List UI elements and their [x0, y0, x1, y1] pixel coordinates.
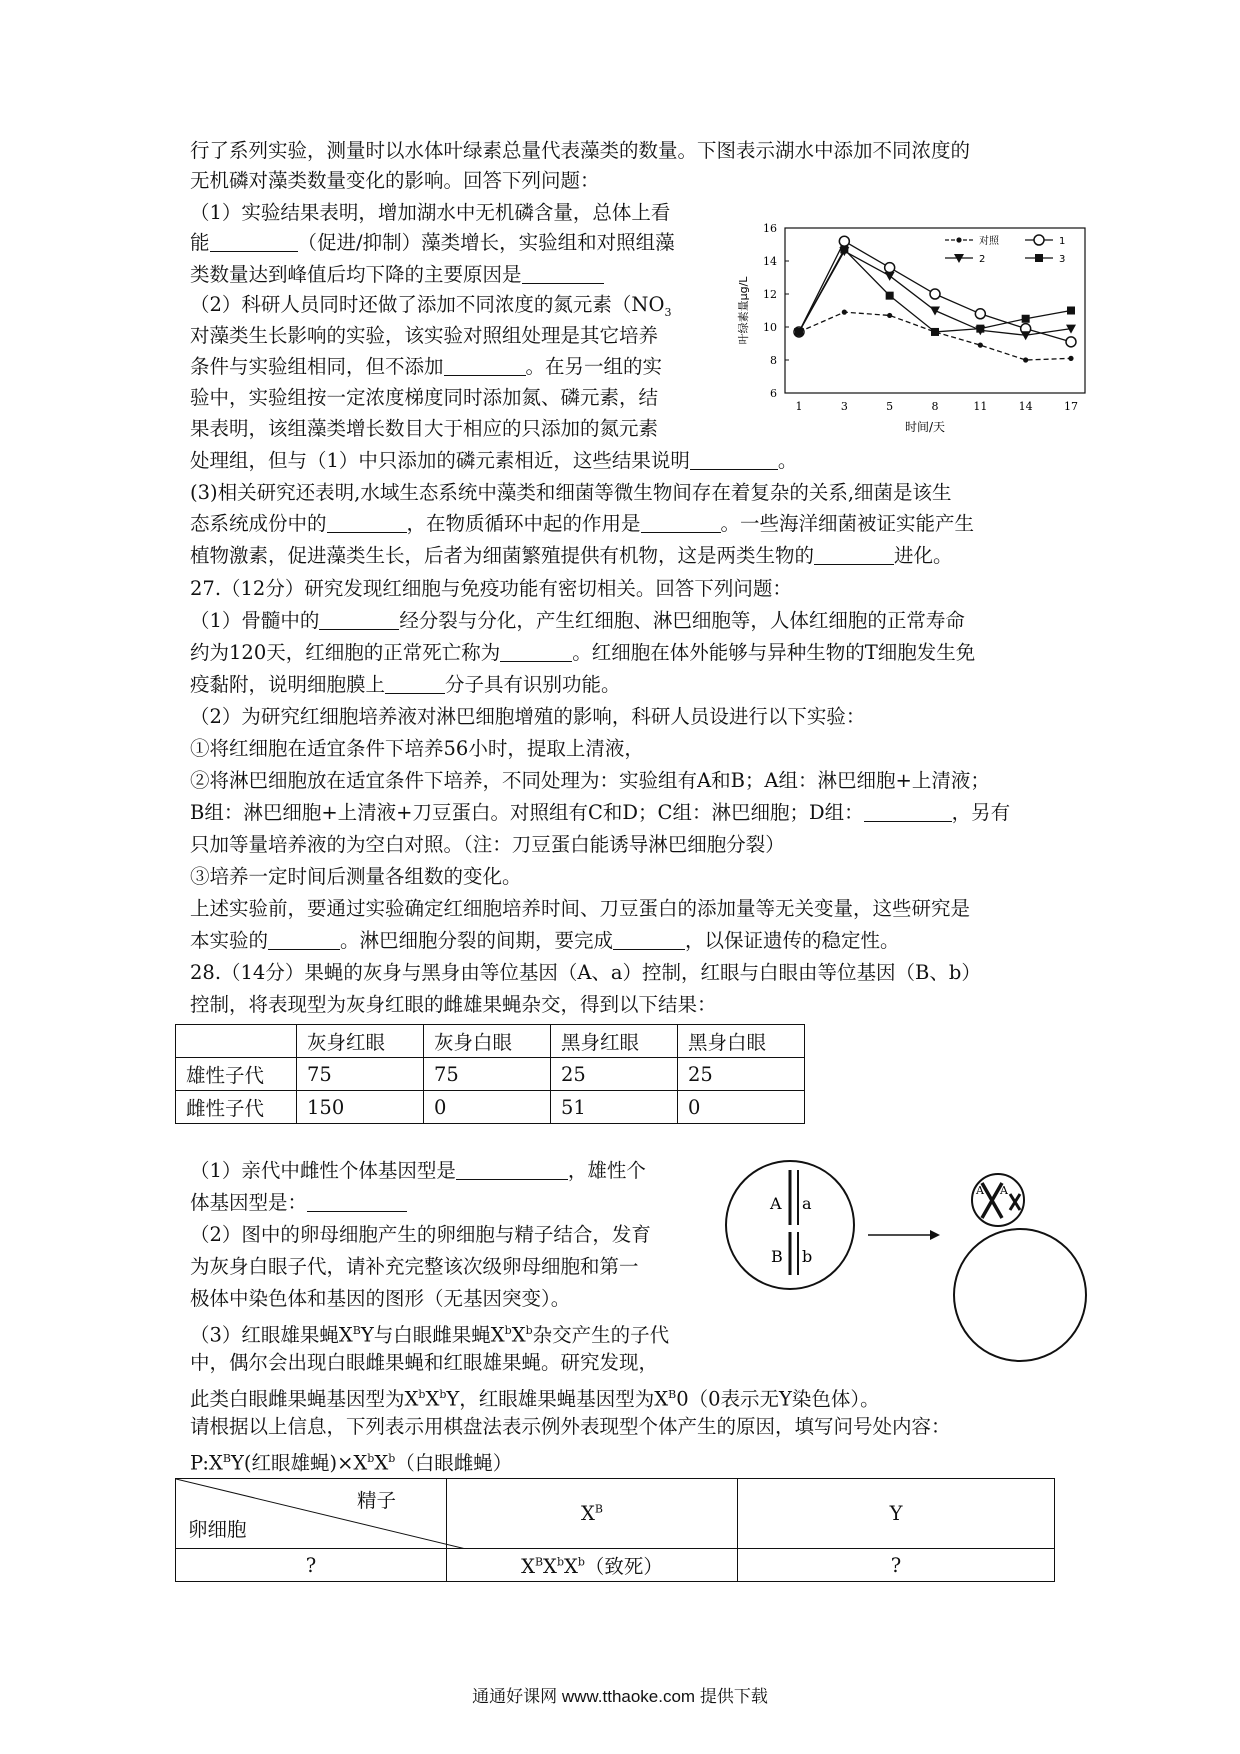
answer-blank: [327, 512, 407, 533]
answer-blank: [613, 929, 685, 950]
table-header-cell: 灰身白眼: [424, 1025, 551, 1058]
x-tick-label: 5: [886, 400, 894, 413]
data-point: [975, 309, 985, 319]
answer-blank: [864, 801, 952, 822]
text-line: ①将红细胞在适宜条件下培养56小时，提取上清液，: [190, 737, 644, 760]
chart-marks: [794, 234, 1076, 363]
table-header-row: [176, 1025, 805, 1058]
chart-frame: [736, 222, 1085, 434]
text-line: 态系统成份中的 ，在物质循环中起的作用是 。一些海洋细菌被证实能产生: [190, 512, 975, 535]
legend-label: 1: [1059, 236, 1066, 247]
table-row: [176, 1058, 805, 1091]
text-line: （1）实验结果表明，增加湖水中无机磷含量，总体上看: [190, 201, 671, 224]
chromosome-x-shape: [1010, 1194, 1020, 1210]
table-row: [176, 1091, 805, 1124]
table-header-cell: 灰身红眼: [297, 1025, 424, 1058]
text-line: （2）为研究红细胞培养液对淋巴细胞增殖的影响，科研人员设进行以下实验：: [190, 705, 866, 728]
y-tick-label: 16: [763, 222, 777, 235]
data-point: [887, 313, 892, 318]
answer-blank: [444, 355, 526, 376]
legend-label: 3: [1059, 254, 1066, 265]
text-line: 无机磷对藻类数量变化的影响。回答下列问题：: [190, 169, 600, 192]
text-line: 果表明，该组藻类增长数目大于相应的只添加的氮元素: [190, 417, 659, 440]
cross-results-table: [175, 1024, 805, 1124]
legend-label: 2: [979, 254, 986, 265]
data-point: [1067, 307, 1075, 315]
text-line: 约为120天，红细胞的正常死亡称为 。红细胞在体外能够与异种生物的T细胞发生免: [190, 641, 976, 664]
text-line: 极体中染色体和基因的图形（无基因突变）。: [190, 1287, 571, 1310]
question-28-title: 28.（14分）果蝇的灰身与黑身由等位基因（A、a）控制，红眼与白眼由等位基因（B、b）: [190, 961, 981, 984]
x-tick-label: 14: [1018, 400, 1033, 413]
answer-blank: [522, 263, 604, 284]
text-line: B组：淋巴细胞+上清液+刀豆蛋白。对照组有C和D；C组：淋巴细胞；D组： ，另有: [190, 801, 1011, 824]
text-line: （3）红眼雄果蝇$X^BY$与白眼雌果蝇$X^bX^b$杂交产生的子代: [190, 1323, 670, 1347]
table-cell: 0: [678, 1091, 805, 1124]
data-point: [1066, 337, 1076, 347]
y-axis-label: 叶绿素量μg/L: [737, 276, 750, 345]
answer-blank: [641, 512, 721, 533]
data-point: [1068, 356, 1073, 361]
data-point: [885, 263, 895, 273]
text-line: 本实验的 。淋巴细胞分裂的间期，要完成 ，以保证遗传的稳定性。: [190, 929, 900, 952]
data-point: [976, 325, 984, 333]
data-point: [1035, 254, 1043, 262]
data-point: [930, 307, 940, 316]
text-line: （1）骨髓中的 经分裂与分化，产生红细胞、淋巴细胞等，人体红细胞的正常寿命: [190, 609, 965, 632]
answer-blank: [456, 1159, 568, 1180]
legend-label: 对照: [979, 236, 999, 247]
text-line: 行了系列实验，测量时以水体叶绿素总量代表藻类的数量。下图表示湖水中添加不同浓度的: [190, 139, 971, 162]
oocyte-division-diagram: [720, 1150, 1100, 1390]
unknown-offspring-cell: ?: [738, 1549, 1055, 1582]
text-line: 疫黏附，说明细胞膜上 分子具有识别功能。: [190, 673, 621, 696]
table-cell: 150: [297, 1091, 424, 1124]
text-line: 条件与实验组相同，但不添加 。在另一组的实: [190, 355, 663, 378]
data-point: [842, 310, 847, 315]
series-line: [799, 312, 1071, 360]
x-tick-label: 11: [973, 400, 988, 413]
x-tick-label: 1: [795, 400, 803, 413]
answer-blank: [385, 673, 445, 694]
text-line: (3)相关研究还表明,水域生态系统中藻类和细菌等微生物间存在着复杂的关系,细菌是该生: [190, 481, 952, 504]
data-point: [795, 328, 803, 336]
y-tick-label: 14: [763, 255, 777, 268]
corner-bottom-label: 卵细胞: [188, 1518, 247, 1541]
data-point: [978, 343, 983, 348]
text-line: $P:X^BY$(红眼雄蝇)$\times X^bX^b$（白眼雌蝇）: [190, 1451, 513, 1475]
allele-label: B: [771, 1247, 783, 1266]
text-line: 控制，将表现型为灰身红眼的雌雄果蝇杂交，得到以下结果：: [190, 993, 717, 1016]
table-cell: 0: [424, 1091, 551, 1124]
table-cell: 雄性子代: [176, 1058, 297, 1091]
table-header-cell: [176, 1025, 297, 1058]
data-point: [1022, 315, 1030, 323]
text-line: 体基因型是：: [190, 1190, 407, 1216]
table-cell: 雌性子代: [176, 1091, 297, 1124]
answer-blank: [268, 929, 340, 950]
allele-label: a: [802, 1194, 812, 1213]
answer-blank: [814, 544, 894, 565]
y-tick-label: 10: [763, 321, 777, 334]
text-line: 上述实验前，要通过实验确定红细胞培养时间、刀豆蛋白的添加量等无关变量，这些研究是: [190, 897, 971, 920]
text-line: （2）科研人员同时还做了添加不同浓度的氮元素（$NO_3$: [190, 293, 672, 319]
text-line: 中，偶尔会出现白眼雌果蝇和红眼雄果蝇。研究发现，: [190, 1351, 659, 1374]
data-point: [1023, 357, 1028, 362]
y-tick-label: 6: [770, 387, 777, 400]
answer-blank: [307, 1191, 407, 1212]
sperm-xb-header: $X^B$: [447, 1479, 738, 1549]
secondary-oocyte-circle: [954, 1229, 1086, 1361]
data-point: [885, 272, 895, 281]
data-point: [886, 292, 894, 300]
data-point: [931, 328, 939, 336]
table-cell: 75: [424, 1058, 551, 1091]
x-tick-label: 17: [1064, 400, 1078, 413]
punnett-table: [175, 1478, 1055, 1582]
y-tick-label: 8: [770, 354, 777, 367]
text-line: （1）亲代中雌性个体基因型是 ，雄性个: [190, 1159, 646, 1182]
x-axis-label: 时间/天: [904, 420, 946, 434]
question-27-title: 27.（12分）研究发现红细胞与免疫功能有密切相关。回答下列问题：: [190, 577, 792, 600]
answer-blank: [210, 231, 298, 252]
y-tick-label: 12: [763, 288, 777, 301]
text-line: ③培养一定时间后测量各组数的变化。: [190, 865, 522, 888]
table-header-cell: 黑身红眼: [551, 1025, 678, 1058]
text-line: 验中，实验组按一定浓度梯度同时添加氮、磷元素，结: [190, 386, 659, 409]
egg-unknown-cell: ?: [176, 1549, 447, 1582]
allele-label: b: [802, 1247, 813, 1266]
arrow-head: [930, 1230, 940, 1240]
table-header-cell: 黑身白眼: [678, 1025, 805, 1058]
table-cell: 75: [297, 1058, 424, 1091]
allele-label: A: [770, 1194, 782, 1213]
text-line: 请根据以上信息，下列表示用棋盘法表示例外表现型个体产生的原因，填写问号处内容：: [190, 1415, 951, 1438]
text-line: 能 （促进/抑制）藻类增长，实验组和对照组藻: [190, 231, 675, 254]
data-point: [1034, 235, 1044, 245]
table-cell: 51: [551, 1091, 678, 1124]
data-point: [930, 289, 940, 299]
sperm-y-header: Y: [738, 1479, 1055, 1549]
text-line: 只加等量培养液的为空白对照。（注：刀豆蛋白能诱导淋巴细胞分裂）: [190, 833, 785, 856]
text-line: ②将淋巴细胞放在适宜条件下培养，不同处理为：实验组有A和B；A组：淋巴细胞+上清液；: [190, 769, 990, 792]
x-tick-label: 8: [931, 400, 939, 413]
allele-label: A: [976, 1184, 984, 1197]
chromosome-x-shape: [982, 1183, 1002, 1218]
text-line: 植物激素，促进藻类生长，后者为细菌繁殖提供有机物，这是两类生物的 进化。: [190, 544, 953, 567]
page-footer: 通通好课网 www.tthaoke.com 提供下载: [472, 1687, 768, 1706]
corner-cell: [176, 1479, 447, 1549]
data-point: [956, 237, 961, 242]
table-cell: 25: [678, 1058, 805, 1091]
answer-blank: [500, 641, 572, 662]
x-tick-label: 3: [840, 400, 848, 413]
table-cell: 25: [551, 1058, 678, 1091]
chlorophyll-line-chart: [735, 218, 1115, 453]
corner-top-label: 精子: [356, 1489, 396, 1512]
data-point: [839, 236, 849, 246]
allele-label: A: [1000, 1184, 1008, 1197]
lethal-genotype-cell: $X^BX^bX^b$（致死）: [447, 1549, 738, 1582]
text-line: 对藻类生长影响的实验，该实验对照组处理是其它培养: [190, 324, 659, 347]
answer-blank: [319, 609, 399, 630]
text-line: 类数量达到峰值后均下降的主要原因是: [190, 262, 604, 288]
data-point: [1021, 331, 1031, 340]
data-point: [840, 245, 848, 253]
text-line: （2）图中的卵母细胞产生的卵细胞与精子结合，发育: [190, 1223, 651, 1246]
text-line: 此类白眼雌果蝇基因型为$X^bX^bY$，红眼雄果蝇基因型为$X^B0(0$表示无Y染色体）。: [190, 1387, 880, 1411]
text-line: 处理组，但与（1）中只添加的磷元素相近，这些结果说明 。: [190, 449, 798, 472]
text-line: 为灰身白眼子代，请补充完整该次级卵母细胞和第一: [190, 1255, 639, 1278]
